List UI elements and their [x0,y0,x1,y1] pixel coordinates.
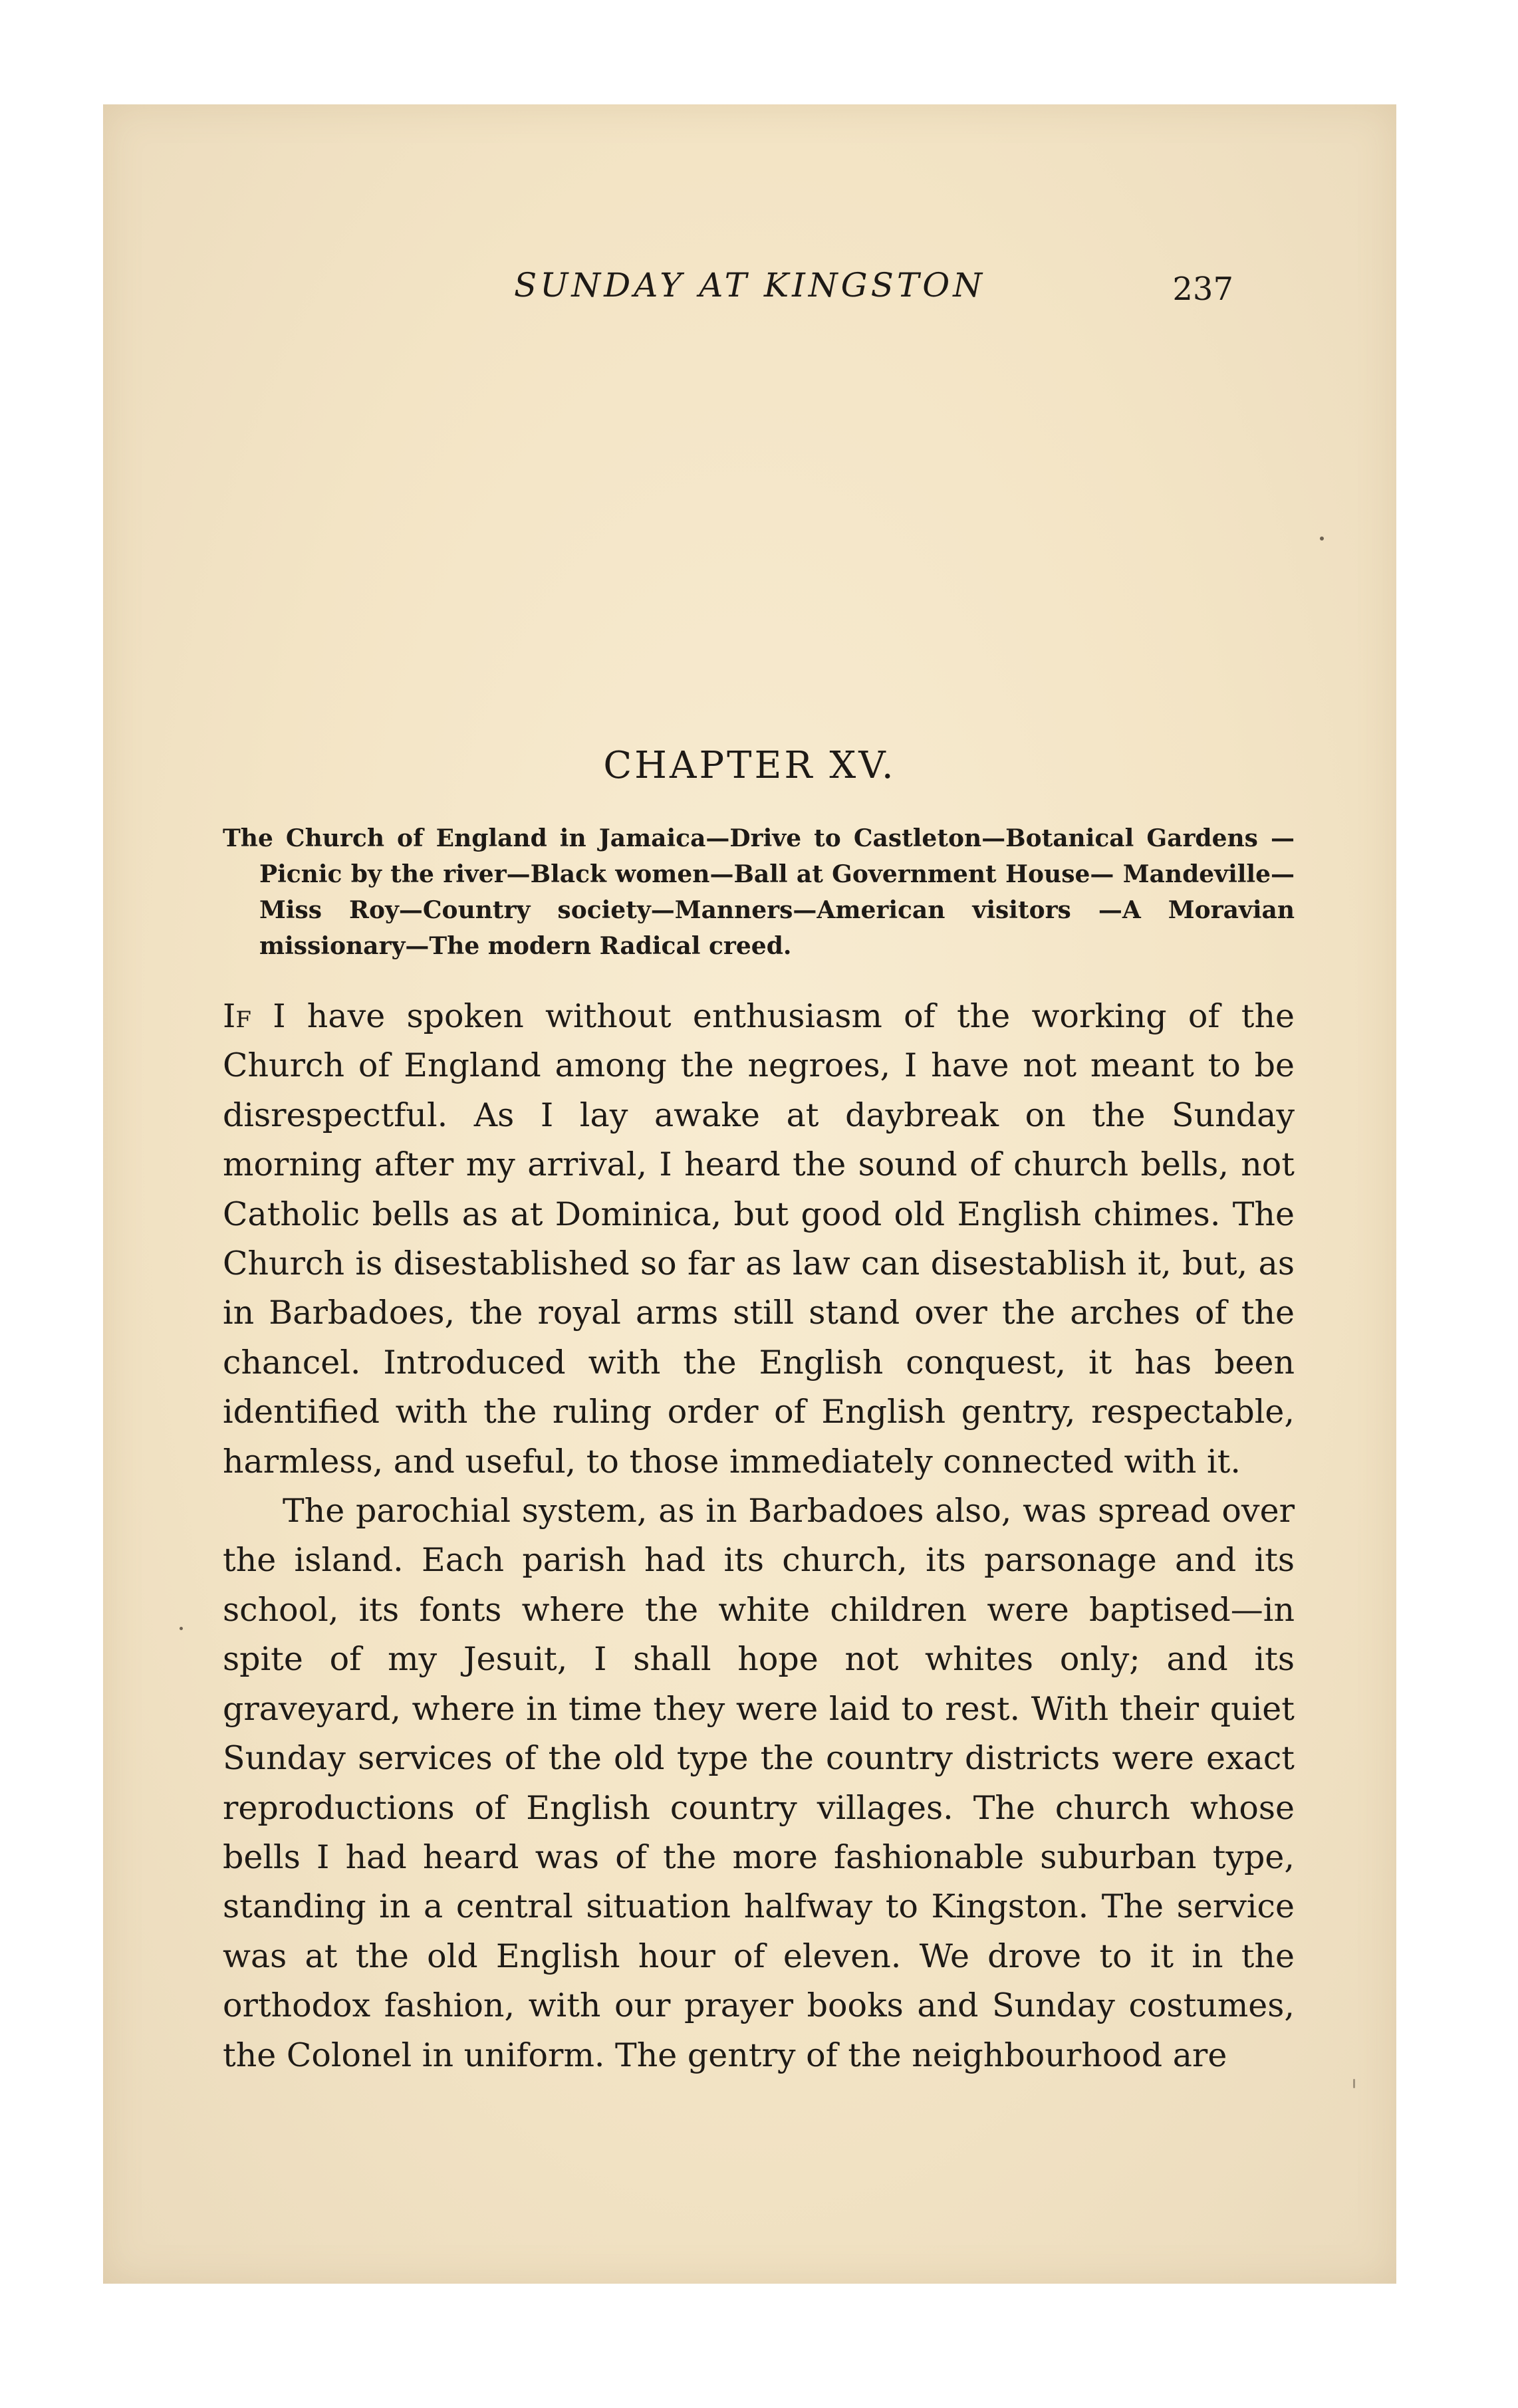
chapter-summary-text: The Church of England in Jamaica—Drive to Castleton—Botanical Gardens —Picnic by the river—Black women—Ball at Government House— Mandeville—Miss Roy—Country society—Manners—American visitors —A Moravian missionary—The modern Radical creed. [223,824,1295,960]
book-page [103,104,1396,2284]
paper-speck [1353,2079,1355,2088]
running-head [103,262,1396,308]
paper-speck [1320,537,1324,541]
paragraph-1-text: I have spoken without enthusiasm of the working of the Church of England among the negroes, I have not meant to be disrespectful. As I lay awake at daybreak on the Sunday morning after my arrival, I heard the sound of church bells, not Catholic bells as at Dominica, but good old English chimes. The Church is disestablished so far as law can disestablish it, but, as in Barbadoes, the royal arms still stand over the arches of the chancel. Introduced with the English conquest, it has been identified with the ruling order of English gentry, respectable, harmless, and useful, to those immediately connected with it. [223,997,1295,1481]
chapter-summary [223,820,1295,964]
opening-word: If [223,997,251,1035]
chapter-heading: CHAPTER XV. [603,744,896,787]
page-number: 237 [1172,271,1233,308]
running-title: SUNDAY AT KINGSTON [514,266,985,304]
paper-speck [180,1627,183,1630]
paragraph-1 [223,992,1295,1487]
paragraph-2: The parochial system, as in Barbadoes also, was spread over the island. Each parish had its church, its parsonage and its school, its fonts where the white children were baptised—in spite of my Jesuit, I shall hope not whites only; and its graveyard, where in time they were laid to rest. With their quiet Sunday services of the old type the country districts were exact reproductions of English country villages. The church whose bells I had heard was of the more fashionable suburban type, standing in a central situation halfway to Kingston. The service was at the old English hour of eleven. We drove to it in the orthodox fashion, with our prayer books and Sunday costumes, the Colonel in uniform. The gentry of the neighbourhood are [223,1492,1295,2074]
body-text [223,992,1295,2080]
